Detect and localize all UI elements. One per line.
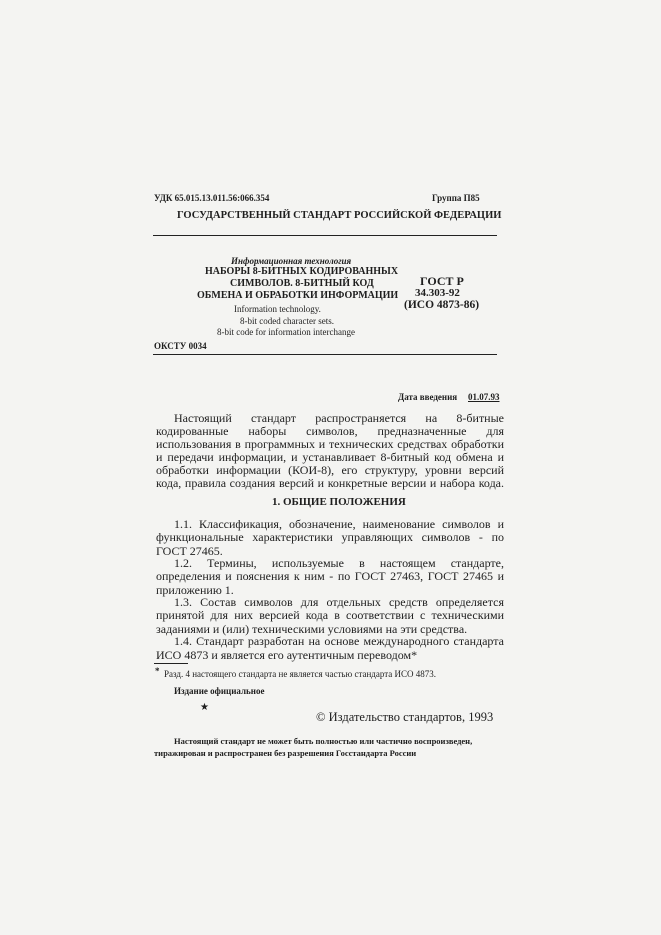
intro-line: кода, правила создания версий и конкретные версии и набора кода. (156, 476, 504, 490)
english-title-line-3: 8-bit code for information interchange (217, 327, 355, 337)
gost-designation: ГОСТ Р (420, 274, 464, 288)
okstu-code: ОКСТУ 0034 (154, 341, 207, 351)
star-icon: ★ (200, 702, 209, 713)
group-code: Группа П85 (432, 193, 480, 203)
intro-line: и передачи информации, и устанавливает 8-битный код обмена и (156, 450, 504, 464)
intro-line: использования в программных и технических средствах обработки (156, 437, 504, 451)
section-heading: 1. ОБЩИЕ ПОЛОЖЕНИЯ (272, 496, 406, 508)
header-divider (153, 235, 497, 236)
footnote-mark: * (155, 666, 160, 676)
gost-number: 34.303-92 (415, 287, 460, 299)
copyright-line: © Издательство стандартов, 1993 (316, 710, 494, 724)
intro-date-value: 01.07.93 (468, 392, 500, 402)
intro-line: Настоящий стандарт распространяется на 8-битные (174, 411, 504, 425)
intro-line: обработки информации (КОИ-8), его структуру, уровни версий (156, 463, 504, 477)
paragraph-line: определения и пояснения к ним - по ГОСТ 27463, ГОСТ 27465 и (156, 569, 504, 583)
paragraph-line: заданиями и (или) техническими условиями на эти средства. (156, 622, 468, 636)
paragraph-line: функциональные характеристики управляющих символов - по (156, 530, 504, 544)
udk-code: УДК 65.015.13.011.56:066.354 (154, 193, 270, 203)
title-divider (153, 354, 497, 355)
iso-reference: (ИСО 4873-86) (404, 299, 480, 311)
english-title-line-1: Information technology. (234, 304, 321, 314)
english-title-line-2: 8-bit coded character sets. (240, 316, 334, 326)
footnote-text: Разд. 4 настоящего стандарта не является частью стандарта ИСО 4873. (164, 669, 437, 679)
intro-line: кодированные наборы символов, предназначенные для (156, 424, 504, 438)
footnote-rule (154, 663, 188, 664)
paragraph-line: принятой для них версией кода в соответствии с техническими (156, 608, 504, 622)
title-line-3: ОБМЕНА И ОБРАБОТКИ ИНФОРМАЦИИ (197, 290, 399, 301)
paragraph-line: 1.3. Состав символов для отдельных средств определяется (174, 595, 504, 609)
notice-line-2: тиражирован и распространен без разрешения Госстандарта России (154, 748, 417, 758)
paragraph-line: ГОСТ 27465. (156, 544, 223, 558)
paragraph-line: приложению 1. (156, 583, 234, 597)
title-line-1: НАБОРЫ 8-БИТНЫХ КОДИРОВАННЫХ (205, 266, 399, 277)
paragraph-line: ИСО 4873 и является его аутентичным переводом* (156, 648, 418, 662)
title-line-2: СИМВОЛОВ. 8-БИТНЫЙ КОД (230, 278, 374, 289)
paragraph-line: 1.2. Термины, используемые в настоящем стандарте, (174, 556, 504, 570)
state-standard-heading: ГОСУДАРСТВЕННЫЙ СТАНДАРТ РОССИЙСКОЙ ФЕДЕРАЦИИ (177, 210, 502, 221)
paragraph-line: 1.4. Стандарт разработан на основе международного стандарта (174, 634, 504, 648)
paragraph-line: 1.1. Классификация, обозначение, наименование символов и (174, 517, 504, 531)
title-subtitle: Информационная технология (231, 256, 352, 266)
notice-line-1: Настоящий стандарт не может быть полностью или частично воспроизведен, (174, 736, 473, 746)
edition-label: Издание официальное (174, 686, 265, 696)
intro-date-label: Дата введения (398, 392, 458, 402)
